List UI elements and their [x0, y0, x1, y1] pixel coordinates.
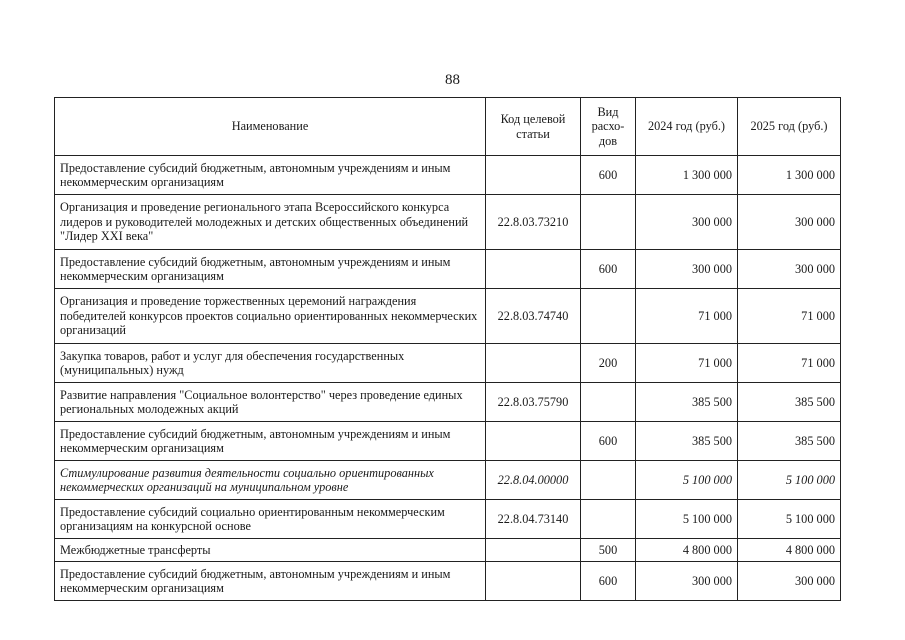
row-expense-type-cell [581, 461, 636, 500]
row-name-cell: Предоставление субсидий бюджетным, автономным учреждениям и иным некоммерческим организациям [55, 250, 486, 289]
table-row [55, 344, 841, 383]
row-code-cell [486, 250, 581, 289]
row-expense-type-cell [581, 383, 636, 422]
row-name-cell: Предоставление субсидий бюджетным, автономным учреждениям и иным некоммерческим организациям [55, 156, 486, 195]
row-2024-cell: 300 000 [636, 250, 738, 289]
row-2025-cell: 4 800 000 [738, 539, 841, 562]
row-2024-cell: 300 000 [636, 195, 738, 250]
row-expense-type-cell: 600 [581, 562, 636, 601]
row-name-cell: Организация и проведение регионального этапа Всероссийского конкурса лидеров и руководителей молодежных и детских общественных объединений "Лидер XXI века" [55, 195, 486, 250]
row-2025-cell: 5 100 000 [738, 500, 841, 539]
row-name-cell: Предоставление субсидий бюджетным, автономным учреждениям и иным некоммерческим организациям [55, 562, 486, 601]
row-expense-type-cell: 600 [581, 422, 636, 461]
table-row [55, 195, 841, 250]
row-expense-type-cell [581, 289, 636, 344]
row-name-cell: Стимулирование развития деятельности социально ориентированных некоммерческих организаций на муниципальном уровне [55, 461, 486, 500]
row-code-cell: 22.8.04.00000 [486, 461, 581, 500]
row-2024-cell: 385 500 [636, 422, 738, 461]
budget-table [54, 97, 841, 601]
table-row [55, 250, 841, 289]
table-row [55, 422, 841, 461]
row-expense-type-cell [581, 195, 636, 250]
row-2025-cell: 300 000 [738, 195, 841, 250]
row-2025-cell: 71 000 [738, 289, 841, 344]
row-2024-cell: 5 100 000 [636, 500, 738, 539]
row-name-cell: Развитие направления "Социальное волонтерство" через проведение единых региональных молодежных акций [55, 383, 486, 422]
row-2025-cell: 71 000 [738, 344, 841, 383]
row-2025-cell: 300 000 [738, 562, 841, 601]
row-name-cell: Закупка товаров, работ и услуг для обеспечения государственных (муниципальных) нужд [55, 344, 486, 383]
row-2025-cell: 385 500 [738, 422, 841, 461]
table-row [55, 500, 841, 539]
row-code-cell [486, 156, 581, 195]
row-name-cell: Предоставление субсидий бюджетным, автономным учреждениям и иным некоммерческим организациям [55, 422, 486, 461]
header-name: Наименование [55, 98, 486, 156]
row-name-cell: Предоставление субсидий социально ориентированным некоммерческим организациям на конкурсной основе [55, 500, 486, 539]
row-2025-cell: 300 000 [738, 250, 841, 289]
row-2024-cell: 71 000 [636, 289, 738, 344]
table-row [55, 289, 841, 344]
table-row [55, 562, 841, 601]
row-2024-cell: 1 300 000 [636, 156, 738, 195]
header-2024: 2024 год (руб.) [636, 98, 738, 156]
row-code-cell [486, 344, 581, 383]
row-code-cell: 22.8.03.75790 [486, 383, 581, 422]
table-body [55, 156, 841, 601]
table-row [55, 156, 841, 195]
row-code-cell: 22.8.03.74740 [486, 289, 581, 344]
row-expense-type-cell [581, 500, 636, 539]
row-2025-cell: 1 300 000 [738, 156, 841, 195]
table-row [55, 539, 841, 562]
row-2024-cell: 4 800 000 [636, 539, 738, 562]
table-header-row [55, 98, 841, 156]
row-2025-cell: 5 100 000 [738, 461, 841, 500]
row-2024-cell: 300 000 [636, 562, 738, 601]
row-code-cell: 22.8.03.73210 [486, 195, 581, 250]
row-code-cell [486, 562, 581, 601]
row-code-cell [486, 422, 581, 461]
header-code: Код целевой статьи [486, 98, 581, 156]
row-expense-type-cell: 600 [581, 250, 636, 289]
header-expense-type: Вид расхо-дов [581, 98, 636, 156]
row-2024-cell: 5 100 000 [636, 461, 738, 500]
row-expense-type-cell: 600 [581, 156, 636, 195]
row-expense-type-cell: 200 [581, 344, 636, 383]
table-row [55, 461, 841, 500]
row-2025-cell: 385 500 [738, 383, 841, 422]
row-expense-type-cell: 500 [581, 539, 636, 562]
row-code-cell: 22.8.04.73140 [486, 500, 581, 539]
row-name-cell: Организация и проведение торжественных церемоний награждения победителей конкурсов проектов социально ориентированных некоммерческих организаций [55, 289, 486, 344]
header-2025: 2025 год (руб.) [738, 98, 841, 156]
row-name-cell: Межбюджетные трансферты [55, 539, 486, 562]
row-2024-cell: 71 000 [636, 344, 738, 383]
table-row [55, 383, 841, 422]
row-code-cell [486, 539, 581, 562]
row-2024-cell: 385 500 [636, 383, 738, 422]
page-number: 88 [445, 72, 460, 88]
